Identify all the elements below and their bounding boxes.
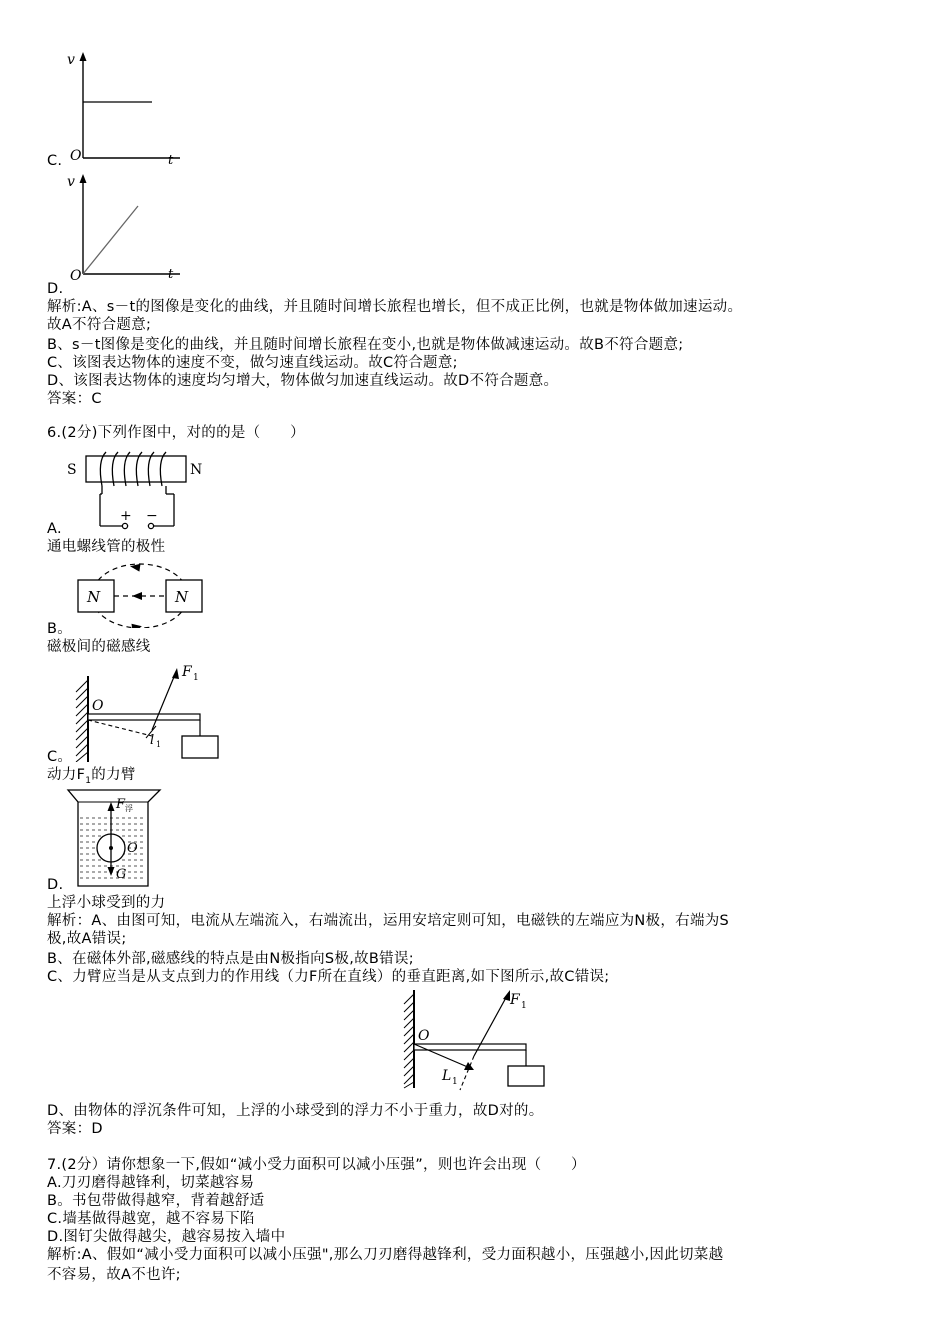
q6-stem: 6.(2分)下列作图中，对的的是（ ） xyxy=(47,425,305,441)
f-buoyancy-sub: 浮 xyxy=(125,804,133,813)
pivot-o-label: O xyxy=(418,1028,430,1044)
q7-option-a: A.刀刃磨得越锋利，切菜越容易 xyxy=(47,1175,255,1191)
l1-label: L xyxy=(442,1068,452,1084)
q5-analysis-line-5: D、该图表达物体的速度均匀增大，物体做匀加速直线运动。故D不符合题意。 xyxy=(47,373,559,389)
origin-label: O xyxy=(70,268,82,284)
axis-t-label: t xyxy=(168,153,174,168)
q6-analysis-line-4: C、力臂应当是从支点到力的作用线（力F所在直线）的垂直距离,如下图所示,故C错误; xyxy=(47,969,610,985)
pivot-o-label: O xyxy=(92,698,104,714)
option-d-label-q6: D. xyxy=(47,877,64,893)
caption-d: 上浮小球受到的力 xyxy=(47,895,166,911)
q7-stem: 7.(2分）请你想象一下,假如“减小受力面积可以减小压强”，则也许会出现（ ） xyxy=(47,1157,586,1173)
q7-option-d: D.图钉尖做得越尖，越容易按入墙中 xyxy=(47,1229,286,1245)
f1-sub: 1 xyxy=(521,1001,527,1011)
q7-analysis-line-2: 不容易，故A不也许; xyxy=(47,1267,181,1283)
option-d-label: D. xyxy=(47,281,64,297)
f-buoyancy-label: F xyxy=(116,797,126,812)
option-b-label: B。 xyxy=(47,621,73,637)
lever-f1-figure xyxy=(64,658,234,762)
axis-v-label: v xyxy=(67,52,75,68)
q7-option-b: B。书包带做得越窄，背着越舒适 xyxy=(47,1193,265,1209)
q5-analysis-line-4: C、该图表达物体的速度不变，做匀速直线运动。故C符合题意; xyxy=(47,355,458,371)
caption-a: 通电螺线管的极性 xyxy=(47,539,166,555)
plus-terminal-label: + xyxy=(120,508,132,524)
right-n-label: N xyxy=(175,588,189,606)
magnet-field-figure xyxy=(70,558,210,628)
center-o-label: O xyxy=(127,841,138,856)
graph-option-d xyxy=(60,170,190,286)
option-a-label: A. xyxy=(47,521,62,537)
f1-sub: 1 xyxy=(193,673,199,683)
left-n-label: N xyxy=(87,588,101,606)
caption-b: 磁极间的磁感线 xyxy=(47,639,151,655)
l1-sub: 1 xyxy=(156,740,162,749)
option-c-label: C. xyxy=(47,153,63,169)
q6-analysis-line-5: D、由物体的浮沉条件可知，上浮的小球受到的浮力不小于重力，故D对的。 xyxy=(47,1103,544,1119)
q5-analysis-line-3: B、s－t图像是变化的曲线，并且随时间增长旅程在变小,也就是物体做减速运动。故B不符合题意; xyxy=(47,337,684,353)
axis-v-label: v xyxy=(67,174,75,190)
floating-ball-figure xyxy=(64,786,164,890)
caption-c-prefix: 动力F xyxy=(47,767,86,783)
gravity-g-label: G xyxy=(116,867,127,882)
axis-t-label: t xyxy=(168,267,174,282)
lever-arm-correction-figure xyxy=(400,984,560,1092)
q7-option-c: C.墙基做得越宽，越不容易下陷 xyxy=(47,1211,255,1227)
option-c-label-q6: C。 xyxy=(47,749,73,765)
f1-label: F xyxy=(510,992,520,1008)
q5-answer: 答案：C xyxy=(47,391,102,407)
l1-sub: 1 xyxy=(452,1077,458,1087)
n-pole-label: N xyxy=(190,462,203,478)
minus-terminal-label: − xyxy=(146,508,158,524)
q6-analysis-line-2: 极,故A错误; xyxy=(47,931,127,947)
solenoid-figure xyxy=(62,448,212,530)
s-pole-label: S xyxy=(67,462,77,478)
q6-analysis-line-1: 解析：A、由图可知，电流从左端流入，右端流出，运用安培定则可知，电磁铁的左端应为N极，右端为S xyxy=(47,913,730,929)
l1-label: l xyxy=(150,733,155,748)
q7-analysis-line-1: 解析:A、假如“减小受力面积可以减小压强",那么刀刃磨得越锋利，受力面积越小，压强越小,因此切菜越 xyxy=(47,1247,724,1263)
q6-analysis-line-3: B、在磁体外部,磁感线的特点是由N极指向S极,故B错误; xyxy=(47,951,414,967)
q5-analysis-line-2: 故A不符合题意; xyxy=(47,317,152,333)
q6-answer: 答案：D xyxy=(47,1121,103,1137)
origin-label: O xyxy=(70,148,82,164)
caption-c-sub: 1 xyxy=(85,775,92,786)
graph-option-c xyxy=(60,48,190,170)
q5-analysis-line-1: 解析:A、s－t的图像是变化的曲线，并且随时间增长旅程也增长，但不成正比例，也就是物体做加速运动。 xyxy=(47,299,743,315)
caption-c-suffix: 的力臂 xyxy=(91,767,136,783)
f1-label: F xyxy=(182,664,192,680)
